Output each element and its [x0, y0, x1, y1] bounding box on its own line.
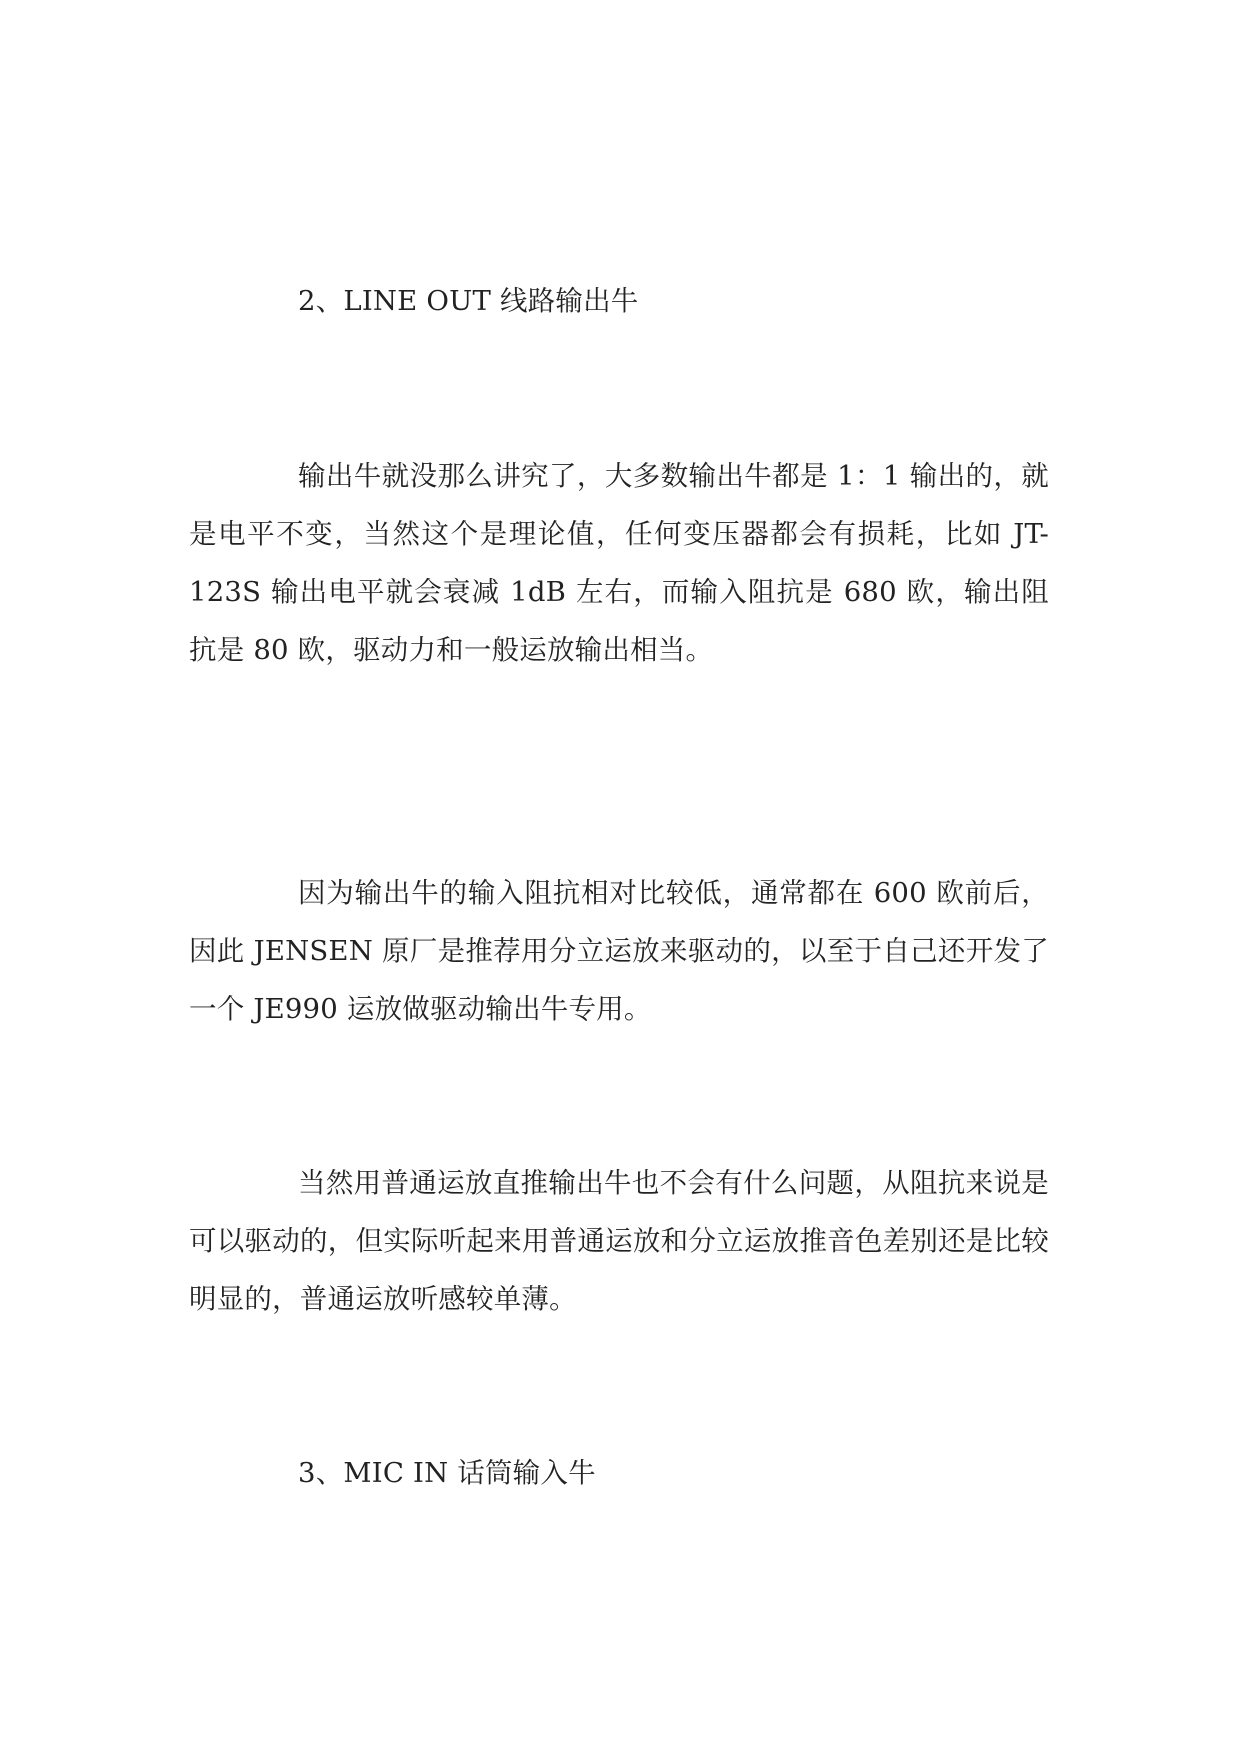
paragraph-opamp-drive: 当然用普通运放直推输出牛也不会有什么问题，从阻抗来说是可以驱动的，但实际听起来用普通运放和分立运放推音色差别还是比较明显的，普通运放听感较单薄。 [189, 1167, 1049, 1315]
paragraph-input-impedance: 因为输出牛的输入阻抗相对比较低，通常都在 600 欧前后，因此 JENSEN 原厂是推荐用分立运放来驱动的，以至于自己还开发了一个 JE990 运放做驱动输出牛专用。 [189, 877, 1049, 1025]
section-heading-mic-in: 3、MIC IN 话筒输入牛 [298, 1457, 596, 1489]
section-heading-line-out: 2、LINE OUT 线路输出牛 [298, 285, 639, 317]
paragraph-output-transformer: 输出牛就没那么讲究了，大多数输出牛都是 1：1 输出的，就是电平不变，当然这个是理论值，任何变压器都会有损耗，比如 JT-123S 输出电平就会衰减 1dB 左右，而输入阻抗是 680 欧，输出阻抗是 80 欧，驱动力和一般运放输出相当。 [189, 460, 1049, 666]
